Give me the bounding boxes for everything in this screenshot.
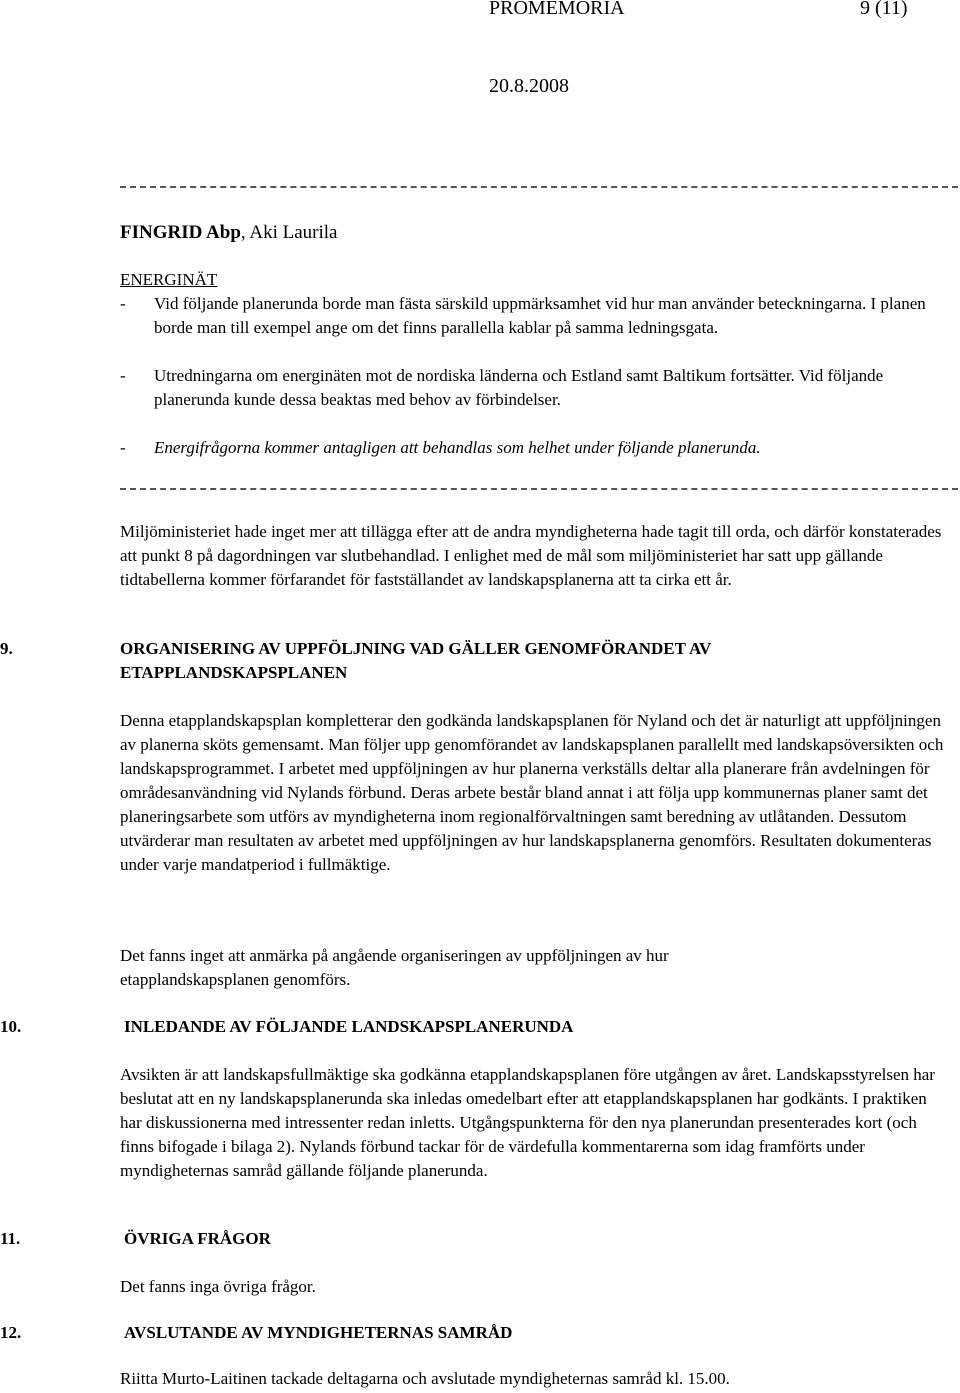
- bullet-list: [0, 292, 960, 460]
- section-paragraph: Avsikten är att landskapsfullmäktige ska godkänna etapplandskapsplanen före utgången av året. Landskapsstyrelsen har beslutat att en ny landskapsplanerunda ska inledas omedelbart efter att etapplandskapsplanen har godkänts. I praktiken har diskussionerna med intressenter redan inletts. Utgångspunkterna för den nya planerundan presenterades kort (och finns bifogade i bilaga 2). Nylands förbund tackar för de värdefulla kommentarerna som idag framförts under myndigheternas samråd gällande följande planerunda.: [120, 1065, 935, 1180]
- company-name: FINGRID Abp: [120, 222, 241, 243]
- list-item: [0, 436, 960, 460]
- section-number: 10.: [0, 1017, 22, 1036]
- list-item: [0, 364, 960, 436]
- page-number: 9 (11): [860, 0, 908, 19]
- list-item: [0, 292, 960, 364]
- section-number: 12.: [0, 1323, 22, 1342]
- section-title: ÖVRIGA FRÅGOR: [124, 1229, 271, 1248]
- list-dash: -: [120, 366, 126, 385]
- document-type: PROMEMORIA: [489, 0, 625, 19]
- list-item-text: Utredningarna om energinäten mot de nordiska länderna och Estland samt Baltikum fortsätter. Vid följande planerunda kunde dessa beaktas med behov av förbindelser.: [154, 366, 884, 409]
- organization-heading: [120, 221, 337, 245]
- list-dash: -: [120, 294, 126, 313]
- ministry-paragraph: Miljöministeriet hade inget mer att tillägga efter att de andra myndigheterna hade tagit till orda, och därför konstaterades att punkt 8 på dagordningen var slutbehandlad. I enlighet med de mål som miljöministeriet har satt upp gällande tidtabellerna kommer förfarandet för fastställandet av landskapsplanerna att ta cirka ett år.: [120, 522, 942, 589]
- list-item-text: Energifrågorna kommer antagligen att behandlas som helhet under följande planerunda.: [154, 438, 761, 457]
- section-number: 9.: [0, 639, 13, 658]
- org-separator: ,: [240, 222, 250, 243]
- section-title: AVSLUTANDE AV MYNDIGHETERNAS SAMRÅD: [124, 1323, 513, 1342]
- document-date: 20.8.2008: [489, 75, 569, 97]
- section-paragraph: Det fanns inget att anmärka på angående organiseringen av uppföljningen av hur etapplandskapsplanen genomförs.: [120, 946, 669, 989]
- dashed-divider: [120, 488, 958, 490]
- section-paragraph: Denna etapplandskapsplan kompletterar den godkända landskapsplanen för Nyland och det är naturligt att uppföljningen av planerna sköts gemensamt. Man följer upp genomförandet av landskapsplanen parallellt med landskapsöversikten och landskapsprogrammet. I arbetet med uppföljningen av hur planerna verkställs deltar alla planerare från avdelningen för områdesanvändning vid Nylands förbund. Deras arbete består bland annat i att följa upp kommunernas planer samt det planeringsarbete som utförs av myndigheterna inom regionalförvaltningen samt beredning av utlåtanden. Dessutom utvärderar man resultaten av arbetet med uppföljningen av hur landskapsplanerna genomförs. Resultaten dokumenteras under varje mandatperiod i fullmäktige.: [120, 711, 944, 874]
- list-dash: -: [120, 438, 126, 457]
- person-name: Aki Laurila: [249, 222, 338, 243]
- list-item-text: Vid följande planerunda borde man fästa särskild uppmärksamhet vid hur man använder beteckningarna. I planen borde man till exempel ange om det finns parallella kablar på samma ledningsgata.: [154, 294, 926, 337]
- section-paragraph: Riitta Murto-Laitinen tackade deltagarna och avslutade myndigheternas samråd kl. 15.00.: [120, 1369, 730, 1388]
- dashed-divider: [120, 186, 958, 188]
- topic-heading: ENERGINÄT: [120, 270, 218, 289]
- section-title: ORGANISERING AV UPPFÖLJNING VAD GÄLLER GENOMFÖRANDET AV ETAPPLANDSKAPSPLANEN: [120, 639, 712, 682]
- section-title: INLEDANDE AV FÖLJANDE LANDSKAPSPLANERUNDA: [124, 1017, 574, 1036]
- section-paragraph: Det fanns inga övriga frågor.: [120, 1277, 316, 1296]
- section-number: 11.: [0, 1229, 21, 1248]
